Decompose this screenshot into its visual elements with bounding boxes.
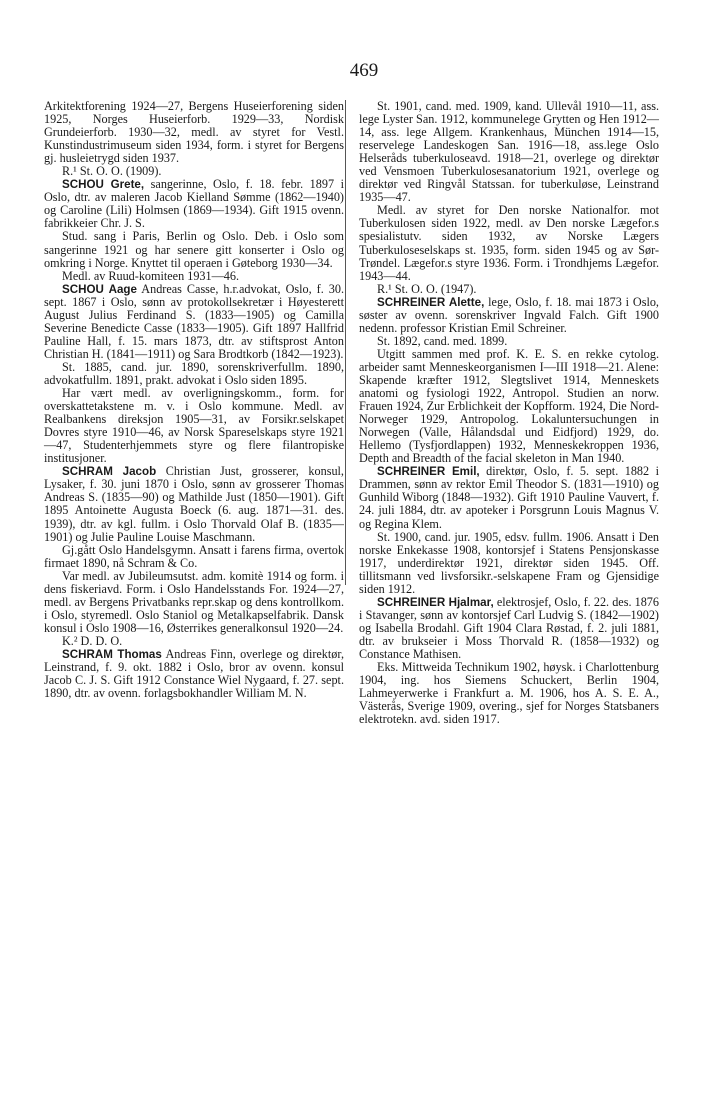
biography-entry (359, 296, 659, 335)
entry-text: St. 1892, cand. med. 1899. (377, 333, 508, 348)
entry-name: SCHRAM Jacob (62, 465, 157, 479)
entry-text: direktør, Oslo, f. 5. sept. 1882 i Drammen, sønn av rektor Emil Theodor S. (1831—1910) og Gunhild Wiborg (1848—1932). Gift 1910 Pauline Vauvert, f. 24. juli 1884, dtr. av apoteker i Porsgrunn Louis Magnus V. og Regina Klem. (359, 464, 659, 531)
entry-text: Christian Just, grosserer, konsul, Lysaker, f. 30. juni 1870 i Oslo, sønn av grosserer Thomas Andreas S. (1835—90) og Mathilde Just (1850—1901). Gift 1895 Antoinette Augusta Boeck (6. aug. 1871—31. des. 1939), dtr. av kgl. fullm. i Oslo Thorvald Olaf B. (1835—1901) og Julie Pauline Louise Maschmann. (44, 464, 344, 544)
entry-text: sangerinne, Oslo, f. 18. febr. 1897 i Oslo, dtr. av maleren Jacob Kielland Sømme (1862—1940) og Caroline (Lili) Holmsen (1869—1934). Gift 1915 ovenn. fabrikkeier Chr. J. S. (44, 177, 344, 231)
entry-name: SCHREINER Alette, (377, 295, 485, 309)
paragraph (44, 100, 344, 165)
paragraph (359, 348, 659, 465)
paragraph (359, 100, 659, 204)
entry-name: SCHOU Aage (62, 282, 137, 296)
entry-text: lege, Oslo, f. 18. mai 1873 i Oslo, søster av ovenn. sorenskriver Ingvald Falch. Gift 1900 nedenn. professor Kristian Emil Schreiner. (359, 294, 659, 335)
page-number: 469 (349, 60, 379, 81)
entry-text: Andreas Finn, overlege og direktør, Leinstrand, f. 9. okt. 1882 i Oslo, bror av ovenn. konsul Jacob C. J. S. Gift 1912 Constance Wiel Nygaard, f. 27. sept. 1890, dtr. av ovenn. forlagsbokhandler William M. N. (44, 646, 344, 701)
biography-entry (44, 465, 344, 543)
entry-name: SCHRAM Thomas (62, 647, 162, 661)
left-column (44, 100, 344, 700)
entry-text: Var medl. av Jubileumsutst. adm. komitè 1914 og form. i dens fiskeriavd. Form. i Oslo Handelsstands For. 1924—27, medl. av Bergens Privatbanks repr.skap og dens kontrollkom. i Oslo, styremedl. Oslo Staniol og Metalkapselfabrik. Dansk konsul i Oslo 1908—16, Østerrikes generalkonsul 1920—24. (44, 568, 344, 635)
paragraph (44, 570, 344, 635)
entry-text: Gj.gått Oslo Handelsgymn. Ansatt i farens firma, overtok firmaet 1890, nå Schram & Co. (44, 542, 344, 570)
right-column (359, 100, 659, 726)
paragraph (44, 544, 344, 570)
entry-text: St. 1901, cand. med. 1909, kand. Ullevål 1910—11, ass. lege Lyster San. 1912, kommunelege Grytten og Hen 1912—14, ass. lege Allgem. Krankenhaus, München 1914—15, reservelege Landeskogen San. 1916—18, ass.lege Oslo Helseråds tuberkuloseavd. 1918—21, overlege og direktør ved Vensmoen Tuberkulosesanatorium 1921, overlege og direktør ved Ringvål Statssan. for tuberkuløse, Leinstrand 1935—47. (359, 99, 659, 205)
entry-text: Medl. av Ruud-komiteen 1931—46. (62, 268, 240, 283)
paragraph (44, 387, 344, 465)
biography-entry (359, 596, 659, 661)
entry-text: Arkitektforening 1924—27, Bergens Huseierforening siden 1925, Norges Huseierforb. 1929—33, Nordisk Grundeierforb. 1930—32, medl. av styret for Vestl. Kunstindustrimuseum siden 1934, form. i styret for Bergens gj. husleietrygd siden 1937. (44, 99, 344, 166)
entry-text: St. 1900, cand. jur. 1905, edsv. fullm. 1906. Ansatt i Den norske Enkekasse 1908, kontorsjef i Statens Pensjonskasse 1917, underdirektør 1921, direktør siden 1945. Off. tillitsmann ved livsforsikr.-selskapene Fram og Gjensidige siden 1912. (359, 529, 659, 596)
biography-entry (359, 465, 659, 530)
biography-entry (44, 283, 344, 361)
entry-text: Har vært medl. av overligningskomm., form. for overskattetakstene m. v. i Oslo kommune. Medl. av Realbankens direksjon 1905—31, av Forsikr.selskapet Dovres styre 1910—46, av Norsk Spareselskaps styre 1921—47, Studenterhjemmets styre og flere filantropiske institusjoner. (44, 386, 344, 466)
paragraph (359, 531, 659, 596)
entry-text: Utgitt sammen med prof. K. E. S. en rekke cytolog. arbeider samt Menneskeorganismen I—III 1918—21. Alene: Skapende kræfter 1912, Slegtslivet 1914, Menneskets anatomi og fysiologi 1922, Antropol. Studien an norw. Frauen 1924, Zur Erblichkeit der Kopfform. 1924, Die Nord-Norweger 1929, Antropolog. Lokaluntersuchungen in Norwegen (Valle, Hålandsdal und Eidfjord) 1929, do. Hellemo (Tysfjordlappen) 1932, Menneskekroppen 1936, Depth and Breadth of the facial skeleton in Man 1940. (359, 346, 659, 466)
entry-text: Andreas Casse, h.r.advokat, Oslo, f. 30. sept. 1867 i Oslo, sønn av protokollsekretær i Høyesterett August Julius Ferdinand S. (1833—1905) og Camilla Severine Benedicte Casse (1833—1905). Gift 1897 Hallfrid Pauline Hall, f. 15. mars 1873, dtr. av stiftsprost Anton Christian H. (1841—1911) og Sara Brodtkorb (1842—1923). (44, 281, 344, 361)
column-divider (345, 100, 346, 585)
entry-name: SCHOU Grete, (62, 178, 145, 192)
entry-text: Stud. sang i Paris, Berlin og Oslo. Deb. i Oslo som sangerinne 1921 og har senere gitt konserter i Oslo og omkring i Norge. Knyttet til operaen i Gøteborg 1930—34. (44, 229, 344, 270)
entry-name: SCHREINER Hjalmar, (377, 595, 494, 609)
entry-name: SCHREINER Emil, (377, 465, 480, 479)
entry-text: St. 1885, cand. jur. 1890, sorenskriverfullm. 1890, advokatfullm. 1891, prakt. advokat i Oslo siden 1895. (44, 359, 344, 387)
paragraph (359, 661, 659, 726)
entry-text: elektrosjef, Oslo, f. 22. des. 1876 i Stavanger, sønn av kontorsjef Carl Ludvig S. (1842—1902) og Isabella Brodahl. Gift 1904 Clara Røstad, f. 2. juli 1881, dtr. av brukseier i Moss Thorvald R. (1858—1932) og Constance Mathisen. (359, 594, 659, 661)
paragraph (359, 204, 659, 282)
paragraph (44, 230, 344, 269)
biography-entry (44, 178, 344, 230)
entry-text: K.² D. D. O. (62, 633, 123, 648)
entry-text: Medl. av styret for Den norske Nationalfor. mot Tuberkulosen siden 1922, medl. av Den norske Lægefor.s spesialistutv. siden 1932, av Norske Lægers Tuberkuloseselskaps st. 1935, form. siden 1945 og av Sør-Trøndel. Lægefor.s styre 1936. Form. i Trondhjems Lægefor. 1943—44. (359, 203, 659, 283)
entry-text: R.¹ St. O. O. (1947). (377, 281, 477, 296)
entry-text: Eks. Mittweida Technikum 1902, høysk. i Charlottenburg 1904, ing. hos Siemens Schuckert, Berlin 1904, Lahmeyerwerke i Frankfurt a. M. 1906, hos A. S. E. A., Västerås, Sverige 1909, overing., sjef for Norges Statsbaners elektrotekn. avd. siden 1917. (359, 660, 659, 727)
biography-entry (44, 648, 344, 700)
entry-text: R.¹ St. O. O. (1909). (62, 164, 162, 179)
paragraph (44, 361, 344, 387)
